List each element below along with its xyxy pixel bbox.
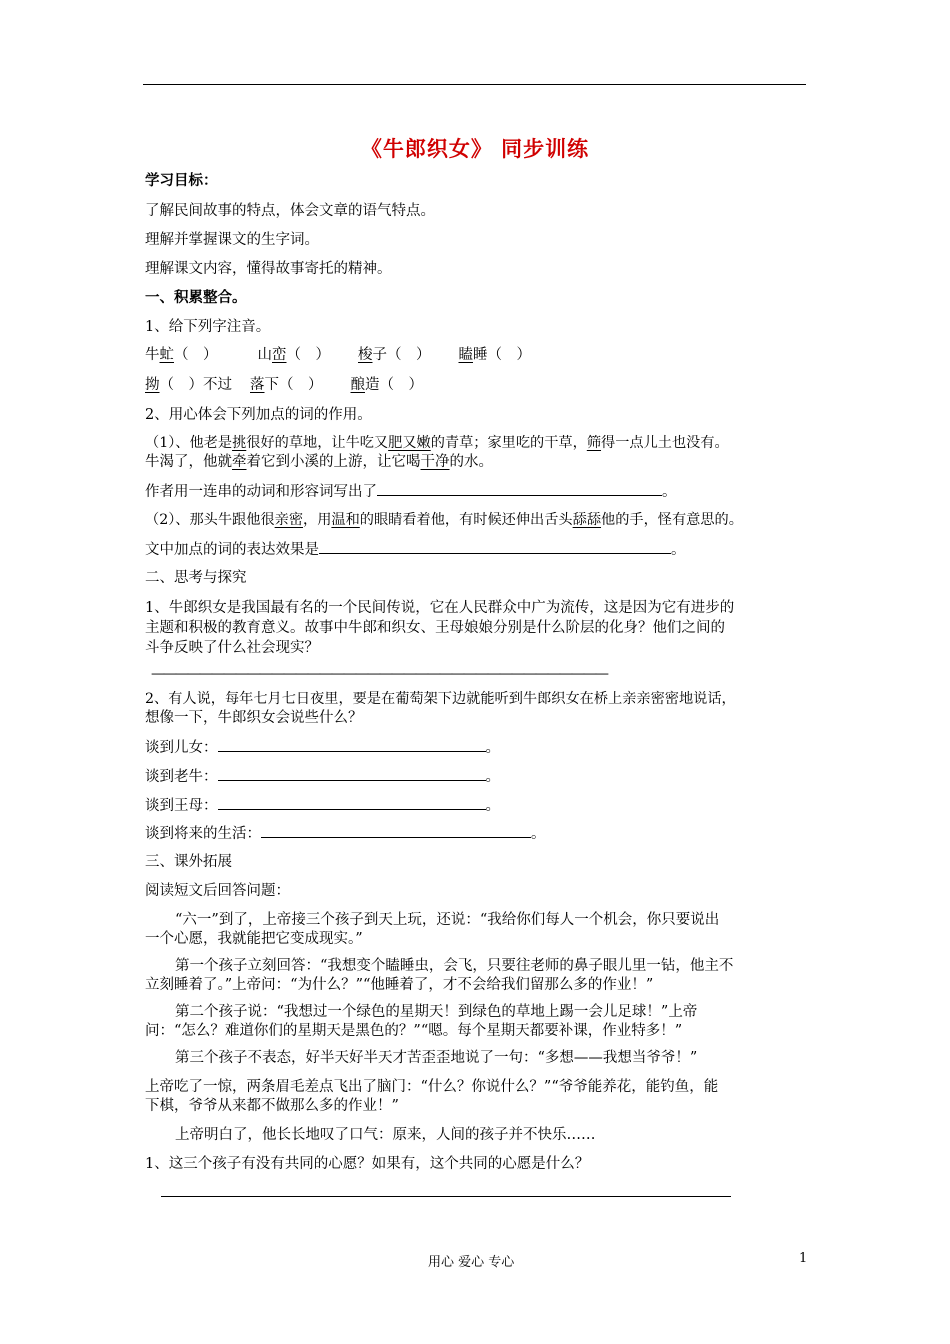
- talk-ox: 谈到老牛： 。: [145, 766, 500, 787]
- pinyin-row-1: [145, 345, 531, 365]
- q1-prompt: 1、给下列字注音。: [145, 319, 271, 335]
- footer-motto: 用心 爱心 专心: [428, 1255, 515, 1270]
- story-line: 立刻睡着了。”上帝问：“为什么？”“他睡着了，才不会给我们留那么多的作业！”: [145, 977, 654, 993]
- story-line: 第二个孩子说：“我想过一个绿色的星期天！到绿色的草地上踢一会儿足球！”上帝: [175, 1004, 698, 1020]
- section2-heading: 二、思考与探究: [145, 570, 247, 586]
- s2-q1-line: 斗争反映了什么社会现实？: [145, 640, 319, 656]
- s2-q1-line: 主题和积极的教育意义。故事中牛郎和织女、王母娘娘分别是什么阶层的化身？他们之间的: [145, 620, 725, 636]
- story-line: 上帝明白了，他长长地叹了口气：原来，人间的孩子并不快乐……: [175, 1127, 596, 1143]
- reading-question: 1、这三个孩子有没有共同的心愿？如果有，这个共同的心愿是什么？: [145, 1156, 590, 1172]
- pinyin-item: 山峦（ ）: [257, 347, 330, 363]
- story-line: 问：“怎么？难道你们的星期天是黑色的？”“嗯。每个星期天都要补课，作业特多！”: [145, 1023, 683, 1039]
- pinyin-item: 拗（ ）不过: [145, 377, 232, 393]
- q2-passage-1-line-2: 牛渴了，他就牵着它到小溪的上游，让它喝干净的水。: [145, 454, 493, 470]
- reading-intro: 阅读短文后回答问题：: [145, 883, 290, 899]
- s2-q2-line: 2、有人说，每年七月七日夜里，要是在葡萄架下边就能听到牛郎织女在桥上亲亲密密地说话，: [145, 691, 736, 707]
- answer-line[interactable]: [161, 1196, 731, 1197]
- answer-dash-line[interactable]: ——————————————————————————————————————: [151, 666, 607, 682]
- pinyin-item: 酿造（ ）: [350, 377, 423, 393]
- answer-blank[interactable]: [218, 766, 486, 781]
- answer-blank[interactable]: [377, 481, 662, 496]
- pinyin-item: 牛虻（ ）: [145, 347, 218, 363]
- talk-future: 谈到将来的生活： 。: [145, 823, 546, 844]
- q2-answer-1: 作者用一连串的动词和形容词写出了 。: [145, 481, 677, 502]
- answer-blank[interactable]: [218, 737, 486, 752]
- story-line: 一个心愿，我就能把它变成现实。”: [145, 931, 363, 947]
- pinyin-item: 梭子（ ）: [358, 347, 431, 363]
- q2-passage-1-line-1: （1）、他老是挑很好的草地，让牛吃又肥又嫩的青草；家里吃的干草，筛得一点儿土也没有。: [145, 435, 729, 451]
- answer-blank[interactable]: [218, 795, 486, 810]
- story-line: 第一个孩子立刻回答：“我想变个瞌睡虫，会飞，只要往老师的鼻子眼儿里一钻，他主不: [175, 958, 734, 974]
- page-number: 1: [799, 1251, 808, 1266]
- s2-q2-line: 想像一下，牛郎织女会说些什么？: [145, 710, 363, 726]
- page-title: 《牛郎织女》 同步训练: [360, 136, 590, 161]
- story-line: 下棋，爷爷从来都不做那么多的作业！”: [145, 1098, 399, 1114]
- story-line: 第三个孩子不表态，好半天好半天才苦歪歪地说了一句：“多想——我想当爷爷！”: [175, 1050, 698, 1066]
- pinyin-row-2: [145, 375, 423, 395]
- goal-item: 理解并掌握课文的生字词。: [145, 232, 319, 248]
- talk-children: 谈到儿女： 。: [145, 737, 500, 758]
- answer-blank[interactable]: [261, 823, 531, 838]
- q2-prompt: 2、用心体会下列加点的词的作用。: [145, 407, 372, 423]
- goal-item: 理解课文内容，懂得故事寄托的精神。: [145, 261, 392, 277]
- q2-answer-2: 文中加点的词的表达效果是 。: [145, 539, 686, 560]
- pinyin-item: 落下（ ）: [250, 377, 323, 393]
- header-rule: [143, 84, 806, 85]
- story-line: 上帝吃了一惊，两条眉毛差点飞出了脑门：“什么？你说什么？”“爷爷能养花，能钓鱼，能: [145, 1079, 719, 1095]
- story-line: “六一”到了，上帝接三个孩子到天上玩，还说：“我给你们每人一个机会，你只要说出: [175, 912, 720, 928]
- goals-heading: 学习目标：: [145, 172, 218, 189]
- goal-item: 了解民间故事的特点，体会文章的语气特点。: [145, 203, 435, 219]
- talk-queen-mother: 谈到王母： 。: [145, 795, 500, 816]
- answer-blank[interactable]: [319, 539, 671, 554]
- pinyin-item: 瞌睡（ ）: [458, 347, 531, 363]
- s2-q1-line: 1、牛郎织女是我国最有名的一个民间传说，它在人民群众中广为流传，这是因为它有进步的: [145, 600, 735, 616]
- section3-heading: 三、课外拓展: [145, 854, 232, 870]
- section1-heading: 一、积累整合。: [145, 289, 247, 306]
- q2-passage-2: （2）、那头牛跟他很亲密，用温和的眼睛看着他，有时候还伸出舌头舔舔他的手，怪有意思的。: [145, 512, 743, 528]
